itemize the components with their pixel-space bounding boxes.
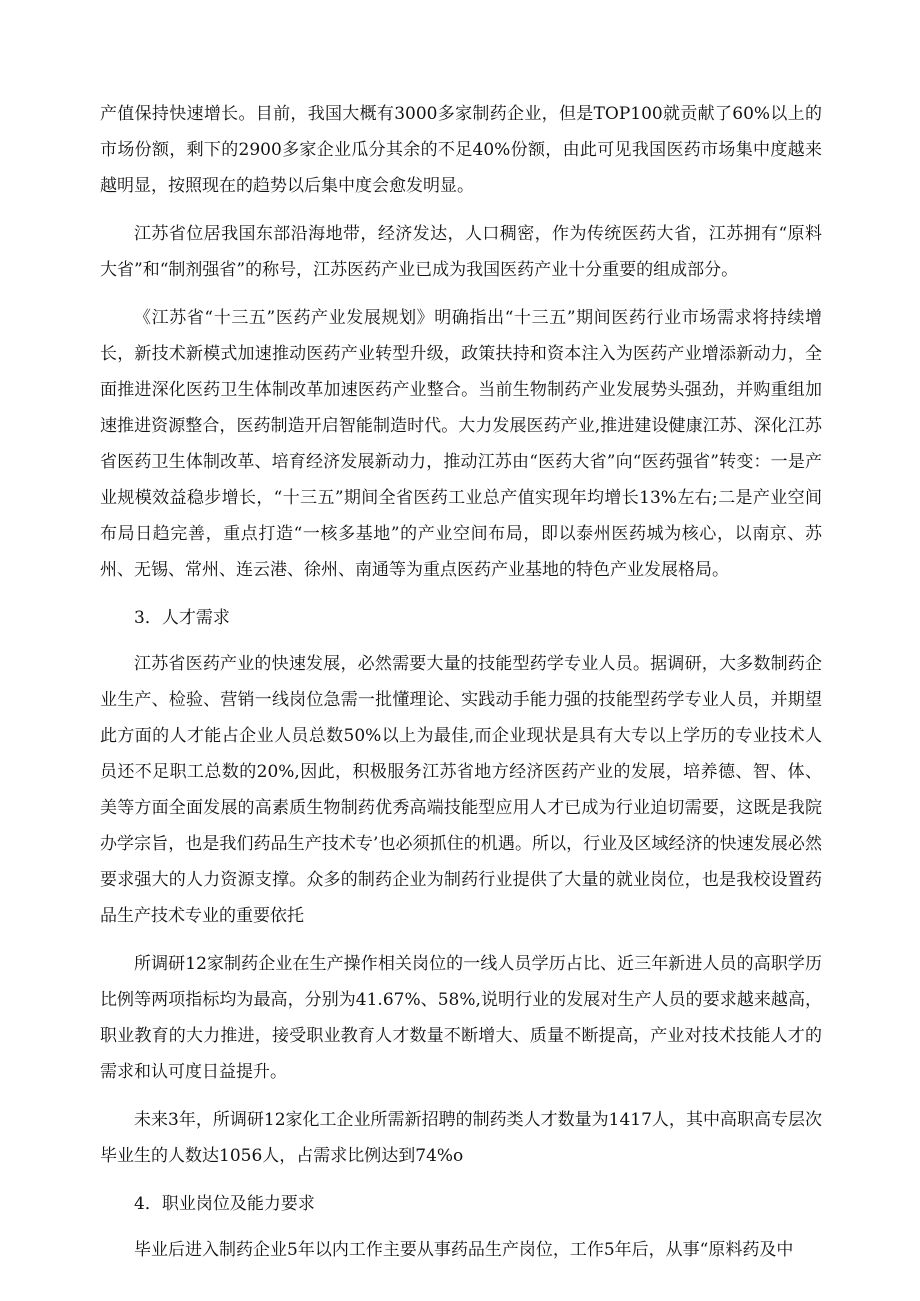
paragraph-jiangsu-overview: 江苏省位居我国东部沿海地带，经济发达，人口稠密，作为传统医药大省，江苏拥有“原料大省”和“制剂强省”的称号，江苏医药产业已成为我国医药产业十分重要的组成部分。 — [100, 224, 822, 280]
section-heading-talent-demand: 3．人才需求 — [134, 608, 230, 628]
paragraph-job-positions: 毕业后进入制药企业5年以内工作主要从事药品生产岗位，工作5年后，从事“原料药及中 — [134, 1240, 794, 1260]
section-heading-job-positions: 4．职业岗位及能力要求 — [134, 1194, 315, 1214]
paragraph-talent-demand: 江苏省医药产业的快速发展，必然需要大量的技能型药学专业人员。据调研，大多数制药企业生产、检验、营销一线岗位急需一批懂理论、实践动手能力强的技能型药学专业人员，并期望此方面的人才能占企业人员总数50%以上为最佳,而企业现状是具有大专以上学历的专业技术人员还不足职工总数的20%,因此，积极服务江苏省地方经济医药产业的发展，培养德、智、体、美等方面全面发展的高素质生物制药优秀高端技能型应用人才已成为行业迫切需要，这既是我院办学宗旨，也是我们药品生产技术专’也必须抓住的机遇。所以，行业及区域经济的快速发展必然要求强大的人力资源支撑。众多的制药企业为制药行业提供了大量的就业岗位，也是我校设置药品生产技术专业的重要依托 — [100, 654, 822, 926]
paragraph-thirteenth-five-year-plan: 《江苏省“十三五”医药产业发展规划》明确指出“十三五”期间医药行业市场需求将持续增长，新技术新模式加速推动医药产业转型升级，政策扶持和资本注入为医药产业增添新动力，全面推进深化医药卫生体制改革加速医药产业整合。当前生物制药产业发展势头强劲，并购重组加速推进资源整合，医药制造开启智能制造时代。大力发展医药产业,推进建设健康江苏、深化江苏省医药卫生体制改革、培育经济发展新动力，推动江苏由“医药大省”向“医药强省”转变：一是产业规模效益稳步增长，“十三五”期间全省医药工业总产值实现年均增长13%左右;二是产业空间布局日趋完善，重点打造“一核多基地”的产业空间布局，即以泰州医药城为核心，以南京、苏州、无锡、常州、连云港、徐州、南通等为重点医药产业基地的特色产业发展格局。 — [100, 308, 822, 580]
paragraph-survey-results: 所调研12家制药企业在生产操作相关岗位的一线人员学历占比、近三年新进人员的高职学历比例等两项指标均为最高，分别为41.67%、58%,说明行业的发展对生产人员的要求越来越高，职业教育的大力推进，接受职业教育人才数量不断增大、质量不断提高，产业对技术技能人才的需求和认可度日益提升。 — [100, 954, 822, 1082]
paragraph-future-recruitment: 未来3年，所调研12家化工企业所需新招聘的制药类人才数量为1417人，其中高职高专层次毕业生的人数达1056人，占需求比例达到74%o — [100, 1110, 822, 1166]
document-body — [100, 96, 822, 1280]
paragraph-market-concentration: 产值保持快速增长。目前，我国大概有3000多家制药企业，但是TOP100就贡献了60%以上的市场份额，剩下的2900多家企业瓜分其余的不足40%份额，由此可见我国医药市场集中度越来越明显，按照现在的趋势以后集中度会愈发明显。 — [100, 104, 822, 196]
